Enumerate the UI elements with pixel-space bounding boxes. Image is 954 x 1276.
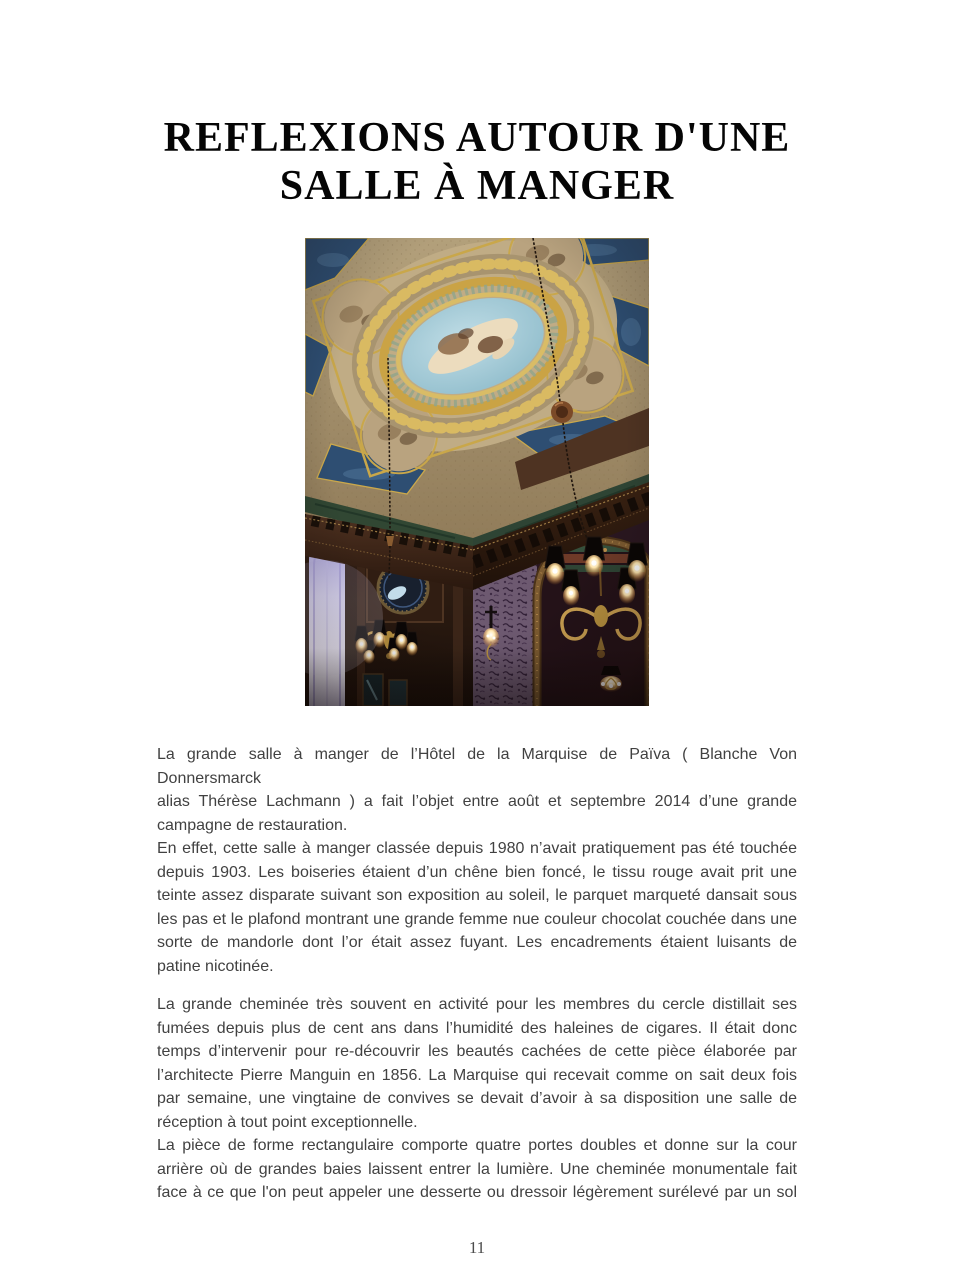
title-line-1: REFLEXIONS AUTOUR D'UNE bbox=[163, 115, 791, 161]
text-line: La grande salle à manger de l’Hôtel de la Marquise de Païva ( Blanche Von Donnersmarck bbox=[157, 746, 797, 787]
page-title bbox=[0, 0, 954, 210]
paragraph bbox=[157, 743, 797, 837]
text-line: fumées depuis plus de cent ans dans l’humidité des haleines de cigares. Il était donc bbox=[157, 1019, 797, 1037]
paragraph bbox=[157, 837, 797, 978]
text-line: sorte de mandorle dont l’or était assez fuyant. Les encadrements étaient luisants de bbox=[157, 934, 797, 951]
text-line: La grande cheminée très souvent en activité pour les membres du cercle distillait ses bbox=[157, 996, 797, 1013]
text-line: l’architecte Pierre Manguin en 1856. La Marquise qui recevait comme on sait deux fois bbox=[157, 1066, 797, 1084]
article-text bbox=[157, 743, 797, 1205]
text-line: par semaine, une vingtaine de convives se devait d’avoir à sa disposition une salle de bbox=[157, 1090, 797, 1107]
text-line: En effet, cette salle à manger classée depuis 1980 n’avait pratiquement pas été touchée bbox=[157, 840, 797, 857]
text-line: La pièce de forme rectangulaire comporte quatre portes doubles et donne sur la cour bbox=[157, 1137, 797, 1154]
paragraph bbox=[157, 1134, 797, 1205]
text-line: arrière où de grandes baies laissent entrer la lumière. Une cheminée monumentale fait bbox=[157, 1160, 797, 1178]
dining-room-photo-illustration bbox=[305, 238, 649, 706]
text-line: alias Thérèse Lachmann ) a fait l’objet entre août et septembre 2014 d’une grande bbox=[157, 793, 797, 810]
text-line: depuis 1903. Les boiseries étaient d’un chêne bien foncé, le tissu rouge avait prit une bbox=[157, 863, 797, 881]
text-line: les pas et le plafond montrant une grande femme nue couleur chocolat couchée dans une bbox=[157, 910, 797, 928]
text-line: face à ce que l'on peut appeler une desserte ou dressoir légèrement surélevé par un sol bbox=[157, 1184, 797, 1201]
text-line: temps d’intervenir pour re-découvrir les beautés cachées de cette pièce élaborée par bbox=[157, 1043, 797, 1060]
paragraph bbox=[157, 993, 797, 1134]
text-line: patine nicotinée. bbox=[157, 957, 274, 975]
text-line: réception à tout point exceptionnelle. bbox=[157, 1113, 418, 1131]
text-line: teinte assez disparate suivant son exposition au soleil, le parquet marqueté dansait sous bbox=[157, 887, 797, 904]
text-line: campagne de restauration. bbox=[157, 816, 348, 834]
dining-room-photo bbox=[305, 238, 649, 706]
page-number: 11 bbox=[468, 1237, 486, 1257]
title-line-2: SALLE À MANGER bbox=[279, 163, 675, 209]
